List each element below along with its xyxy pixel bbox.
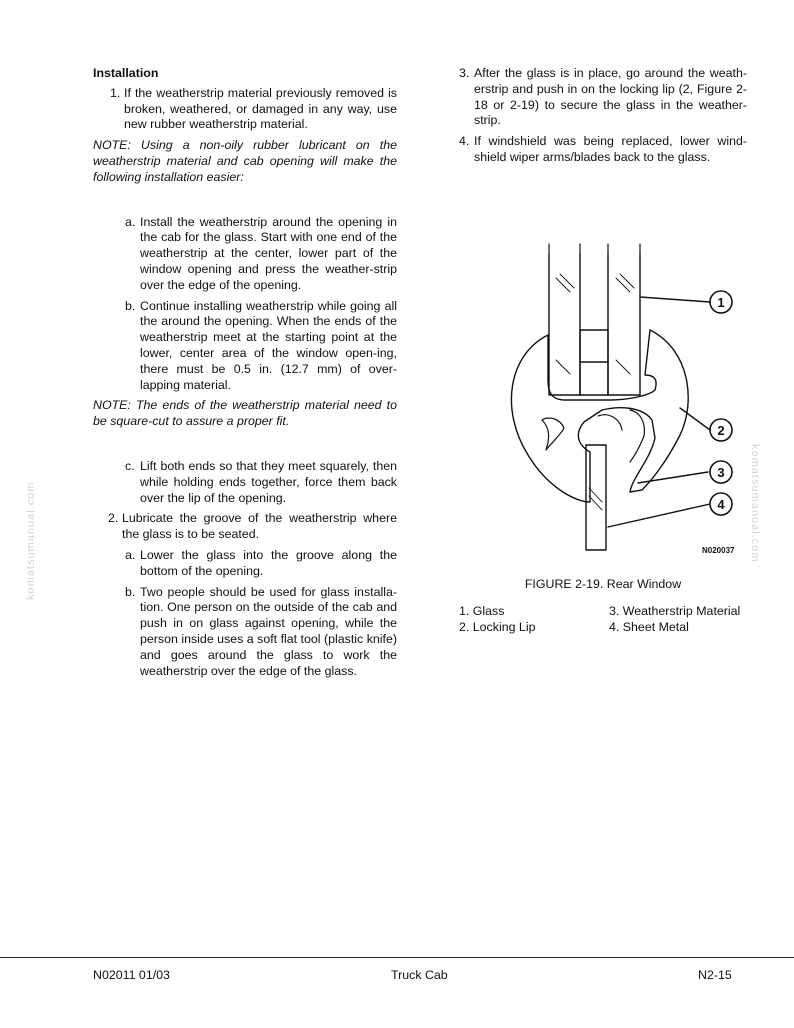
rear-window-diagram bbox=[490, 240, 760, 570]
weatherstrip-body bbox=[511, 330, 688, 502]
step-text: Lubricate the groove of the weatherstrip where the glass is to be seated. bbox=[122, 511, 397, 542]
rear-window-figure bbox=[490, 240, 760, 570]
note-square-cut: NOTE: The ends of the weatherstrip material need to be square-cut to assure a proper fit. bbox=[93, 398, 397, 429]
step-number: b. bbox=[125, 298, 136, 313]
step-text: After the glass is in place, go around the weath-erstrip and push in on the locking lip (2, Figure 2-18 or 2-19) to secure the glass in the weather-strip. bbox=[474, 66, 747, 128]
figure-code: N020037 bbox=[702, 546, 735, 555]
step-number: 3. bbox=[459, 66, 470, 80]
watermark-right: komatsumanual.com bbox=[749, 444, 761, 563]
step-3 bbox=[459, 66, 747, 129]
footer-rule bbox=[0, 957, 794, 958]
note-lubricant: NOTE: Using a non-oily rubber lubricant on the weatherstrip material and cab opening will make the following installation easier: bbox=[93, 138, 397, 184]
legend-item: 1. Glass bbox=[459, 604, 505, 618]
step-text: Two people should be used for glass installa-tion. One person on the outside of the cab and push in on glass against opening, while the person inside uses a soft flat tool (plastic knife) and goes around the glass to work the weatherstrip over the edge of the glass. bbox=[140, 584, 397, 678]
glass-upper-left bbox=[549, 254, 580, 395]
callout-3-label: 3 bbox=[717, 465, 725, 480]
step-text: If windshield was being replaced, lower wind-shield wiper arms/blades back to the glass. bbox=[474, 134, 747, 164]
callout-2-label: 2 bbox=[717, 423, 725, 438]
step-4 bbox=[459, 134, 747, 166]
step-2 bbox=[93, 511, 397, 543]
legend-item: 3. Weatherstrip Material bbox=[609, 604, 741, 618]
step-number: c. bbox=[125, 458, 135, 473]
step-1c bbox=[93, 459, 397, 506]
callout-1-label: 1 bbox=[717, 295, 725, 310]
step-number: 2. bbox=[108, 511, 119, 526]
figure-caption: FIGURE 2-19. Rear Window bbox=[524, 577, 682, 591]
glass-lower bbox=[586, 445, 606, 550]
footer-page-number: N2-15 bbox=[698, 968, 732, 982]
step-number: a. bbox=[125, 547, 136, 562]
callout-4-label: 4 bbox=[717, 497, 725, 512]
watermark-left: komatsumanual.com bbox=[25, 481, 37, 600]
step-number: a. bbox=[125, 214, 136, 229]
left-column bbox=[93, 66, 397, 679]
step-text: Install the weatherstrip around the opening in the cab for the glass. Start with one end of the weatherstrip at the center, lower part of the window opening and press the weather-strip over the edge of the opening. bbox=[140, 214, 397, 292]
step-2a bbox=[93, 548, 397, 580]
footer-section-title: Truck Cab bbox=[391, 968, 448, 982]
step-text: Lift both ends so that they meet squarely, then while holding ends together, force them back over the lip of the opening. bbox=[140, 458, 397, 505]
step-number: 4. bbox=[459, 134, 470, 149]
legend-item: 4. Sheet Metal bbox=[609, 620, 689, 634]
step-number: b. bbox=[125, 584, 136, 599]
legend-item: 2. Locking Lip bbox=[459, 620, 536, 634]
right-column bbox=[459, 66, 747, 166]
step-1 bbox=[93, 86, 397, 133]
step-1a bbox=[93, 215, 397, 294]
step-1b bbox=[93, 299, 397, 394]
footer-doc-code: N02011 01/03 bbox=[93, 968, 170, 982]
step-text: Lower the glass into the groove along the bottom of the opening. bbox=[140, 547, 397, 578]
step-number: 1. bbox=[110, 85, 121, 100]
section-heading: Installation bbox=[93, 66, 159, 80]
locking-lip bbox=[542, 418, 564, 450]
step-text: Continue installing weatherstrip while going all the around the opening. When the ends of the weatherstrip meet at the starting point at the lower, center area of the window open-ing, there must be 0.5 in. (12.7 mm) of over-lapping material. bbox=[140, 298, 397, 392]
glass-upper-right bbox=[608, 254, 640, 395]
step-2b bbox=[93, 585, 397, 680]
step-text: If the weatherstrip material previously removed is broken, weathered, or damaged in any way, use new rubber weatherstrip material. bbox=[124, 85, 397, 132]
